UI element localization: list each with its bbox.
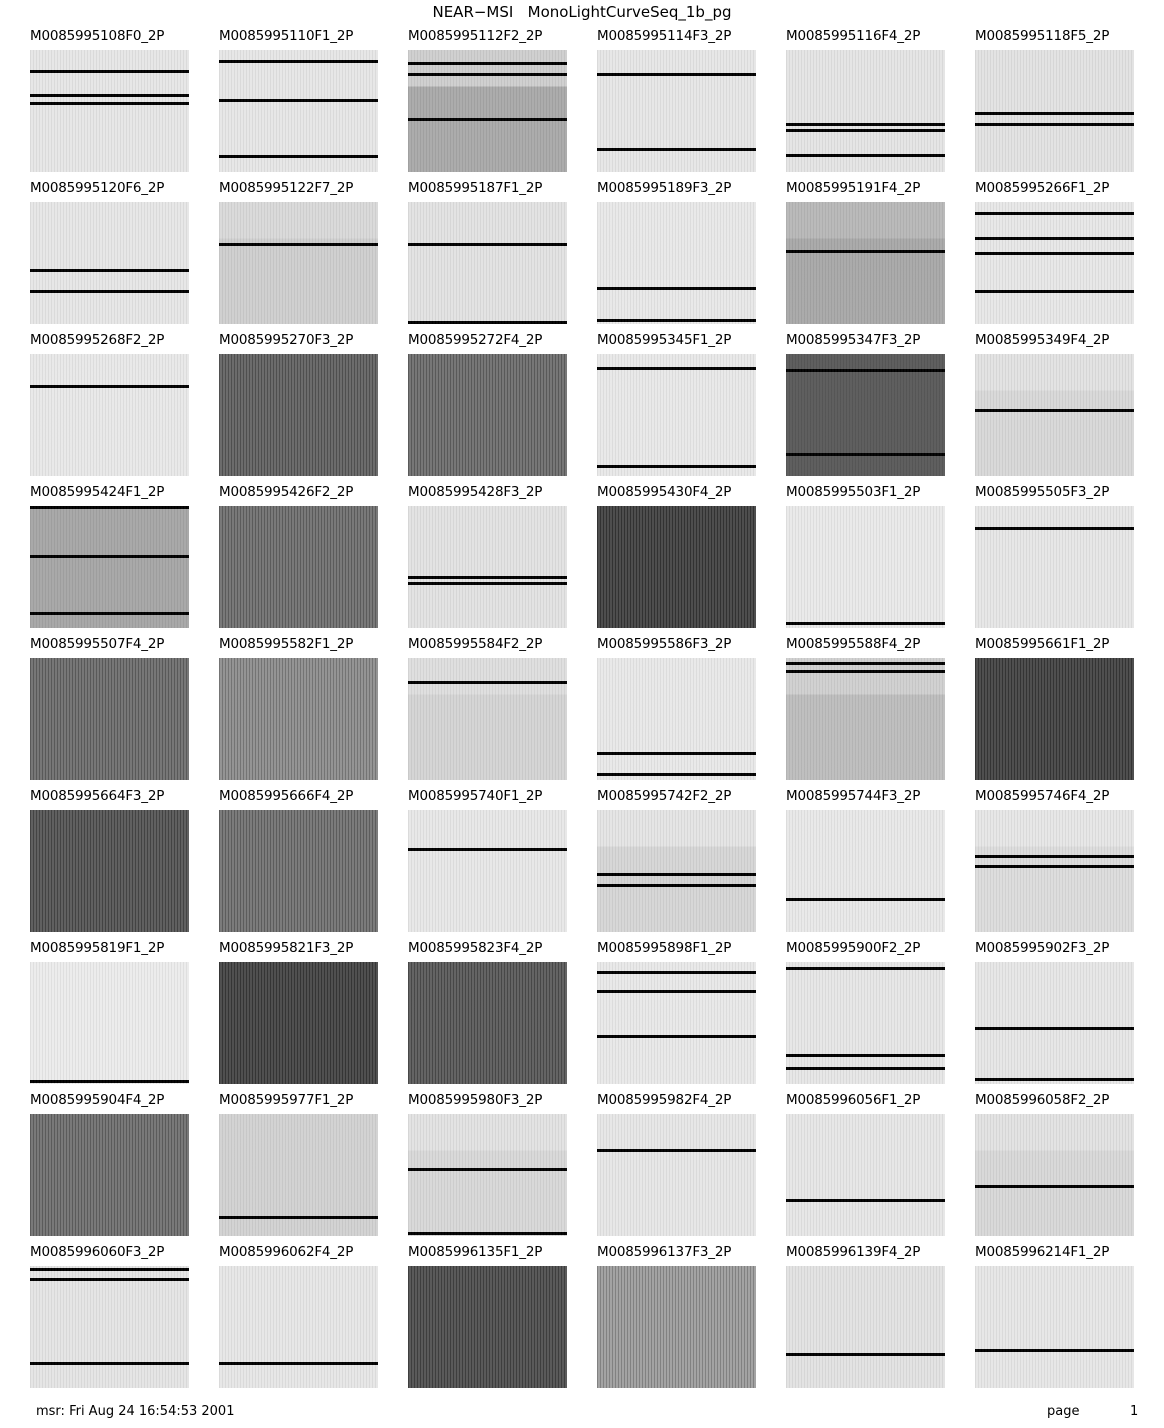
streak-line — [408, 321, 567, 324]
tile-label: M0085995272F4_2P — [408, 332, 543, 348]
streak-line — [30, 1268, 189, 1271]
tile-label: M0085995266F1_2P — [975, 180, 1110, 196]
streak-line — [30, 290, 189, 293]
streak-line — [408, 582, 567, 585]
streak-line — [975, 1185, 1134, 1188]
tile-label: M0085995122F7_2P — [219, 180, 354, 196]
tile-label: M0085995110F1_2P — [219, 28, 354, 44]
streak-line — [786, 453, 945, 456]
streak-line — [597, 971, 756, 974]
footer-page-number: 1 — [1130, 1404, 1139, 1419]
tile-label: M0085996056F1_2P — [786, 1092, 921, 1108]
tile-label: M0085996137F3_2P — [597, 1244, 732, 1260]
thumbnail-image — [597, 1114, 756, 1236]
thumbnail-image — [30, 50, 189, 172]
thumbnail-image — [786, 962, 945, 1084]
streak-line — [408, 1168, 567, 1171]
streak-line — [786, 123, 945, 126]
streak-line — [786, 898, 945, 901]
streak-line — [975, 527, 1134, 530]
tile-label: M0085995507F4_2P — [30, 636, 165, 652]
thumbnail-image — [408, 506, 567, 628]
streak-line — [786, 154, 945, 157]
thumbnail-image — [30, 962, 189, 1084]
thumbnail-image — [219, 202, 378, 324]
tile-label: M0085995189F3_2P — [597, 180, 732, 196]
streak-line — [408, 848, 567, 851]
tile-label: M0085995898F1_2P — [597, 940, 732, 956]
tile-label: M0085995823F4_2P — [408, 940, 543, 956]
streak-line — [597, 773, 756, 776]
thumbnail-image — [219, 1266, 378, 1388]
thumbnail-image — [786, 202, 945, 324]
thumbnail-image — [786, 1266, 945, 1388]
streak-line — [786, 369, 945, 372]
streak-line — [408, 1232, 567, 1235]
thumbnail-image — [597, 506, 756, 628]
thumbnail-image — [30, 202, 189, 324]
thumbnail-image — [597, 962, 756, 1084]
streak-line — [30, 612, 189, 615]
tile-label: M0085995268F2_2P — [30, 332, 165, 348]
tile-label: M0085995191F4_2P — [786, 180, 921, 196]
tile-label: M0085995588F4_2P — [786, 636, 921, 652]
tile-label: M0085996060F3_2P — [30, 1244, 165, 1260]
streak-line — [597, 319, 756, 322]
streak-line — [219, 99, 378, 102]
tile-label: M0085995112F2_2P — [408, 28, 543, 44]
tile-label: M0085995664F3_2P — [30, 788, 165, 804]
thumbnail-image — [975, 354, 1134, 476]
streak-line — [786, 967, 945, 970]
streak-line — [30, 1278, 189, 1281]
streak-line — [786, 250, 945, 253]
thumbnail-image — [786, 50, 945, 172]
streak-line — [597, 1149, 756, 1152]
thumbnail-image — [219, 658, 378, 780]
streak-line — [30, 102, 189, 105]
tile-label: M0085995661F1_2P — [975, 636, 1110, 652]
thumbnail-image — [219, 506, 378, 628]
tile-label: M0085995584F2_2P — [408, 636, 543, 652]
streak-line — [975, 212, 1134, 215]
footer-timestamp: msr: Fri Aug 24 16:54:53 2001 — [36, 1404, 235, 1419]
tile-label: M0085996139F4_2P — [786, 1244, 921, 1260]
tile-label: M0085995819F1_2P — [30, 940, 165, 956]
tile-label: M0085995108F0_2P — [30, 28, 165, 44]
thumbnail-image — [408, 202, 567, 324]
thumbnail-image — [408, 50, 567, 172]
thumbnail-image — [408, 962, 567, 1084]
streak-line — [30, 269, 189, 272]
tile-label: M0085995349F4_2P — [975, 332, 1110, 348]
streak-line — [786, 622, 945, 625]
thumbnail-image — [30, 658, 189, 780]
footer-page-label: page — [1047, 1404, 1080, 1419]
thumbnail-image — [219, 1114, 378, 1236]
streak-line — [408, 576, 567, 579]
thumbnail-image — [975, 658, 1134, 780]
tile-label: M0085995270F3_2P — [219, 332, 354, 348]
thumbnail-image — [408, 1114, 567, 1236]
page-title: NEAR−MSI MonoLightCurveSeq_1b_pg — [432, 3, 732, 21]
tile-label: M0085995980F3_2P — [408, 1092, 543, 1108]
thumbnail-image — [975, 506, 1134, 628]
thumbnail-image — [597, 658, 756, 780]
thumbnail-image — [408, 658, 567, 780]
thumbnail-image — [975, 1266, 1134, 1388]
tile-label: M0085995120F6_2P — [30, 180, 165, 196]
streak-line — [219, 243, 378, 246]
tile-label: M0085995900F2_2P — [786, 940, 921, 956]
streak-line — [597, 1035, 756, 1038]
streak-line — [30, 506, 189, 509]
thumbnail-image — [786, 1114, 945, 1236]
streak-line — [408, 118, 567, 121]
streak-line — [597, 367, 756, 370]
tile-label: M0085996062F4_2P — [219, 1244, 354, 1260]
tile-label: M0085995740F1_2P — [408, 788, 543, 804]
thumbnail-image — [975, 810, 1134, 932]
streak-line — [30, 385, 189, 388]
tile-label: M0085995586F3_2P — [597, 636, 732, 652]
thumbnail-image — [30, 1114, 189, 1236]
thumbnail-image — [975, 962, 1134, 1084]
streak-line — [219, 1216, 378, 1219]
tile-label: M0085995426F2_2P — [219, 484, 354, 500]
tile-label: M0085995902F3_2P — [975, 940, 1110, 956]
streak-line — [597, 990, 756, 993]
streak-line — [975, 865, 1134, 868]
streak-line — [975, 1349, 1134, 1352]
streak-line — [408, 681, 567, 684]
tile-label: M0085995666F4_2P — [219, 788, 354, 804]
tile-label: M0085995742F2_2P — [597, 788, 732, 804]
thumbnail-image — [786, 810, 945, 932]
streak-line — [597, 752, 756, 755]
streak-line — [408, 62, 567, 65]
thumbnail-image — [408, 1266, 567, 1388]
streak-line — [786, 1054, 945, 1057]
streak-line — [30, 1362, 189, 1365]
tile-label: M0085995904F4_2P — [30, 1092, 165, 1108]
streak-line — [975, 409, 1134, 412]
streak-line — [975, 112, 1134, 115]
tile-label: M0085995187F1_2P — [408, 180, 543, 196]
tile-label: M0085996135F1_2P — [408, 1244, 543, 1260]
tile-label: M0085995744F3_2P — [786, 788, 921, 804]
streak-line — [30, 1080, 189, 1083]
streak-line — [219, 60, 378, 63]
thumbnail-image — [975, 50, 1134, 172]
streak-line — [786, 670, 945, 673]
streak-line — [786, 662, 945, 665]
thumbnail-image — [219, 50, 378, 172]
thumbnail-image — [219, 810, 378, 932]
thumbnail-image — [786, 354, 945, 476]
thumbnail-image — [30, 810, 189, 932]
streak-line — [786, 1067, 945, 1070]
streak-line — [786, 1199, 945, 1202]
thumbnail-image — [219, 354, 378, 476]
thumbnail-image — [597, 50, 756, 172]
streak-line — [219, 1362, 378, 1365]
tile-label: M0085995114F3_2P — [597, 28, 732, 44]
tile-label: M0085995347F3_2P — [786, 332, 921, 348]
tile-label: M0085995118F5_2P — [975, 28, 1110, 44]
thumbnail-image — [30, 1266, 189, 1388]
tile-label: M0085996058F2_2P — [975, 1092, 1110, 1108]
tile-label: M0085995424F1_2P — [30, 484, 165, 500]
tile-label: M0085995746F4_2P — [975, 788, 1110, 804]
streak-line — [597, 148, 756, 151]
streak-line — [786, 129, 945, 132]
thumbnail-image — [30, 506, 189, 628]
tile-label: M0085995503F1_2P — [786, 484, 921, 500]
tile-label: M0085995345F1_2P — [597, 332, 732, 348]
tile-label: M0085995821F3_2P — [219, 940, 354, 956]
streak-line — [786, 1353, 945, 1356]
streak-line — [597, 287, 756, 290]
streak-line — [30, 555, 189, 558]
thumbnail-image — [219, 962, 378, 1084]
streak-line — [597, 873, 756, 876]
thumbnail-image — [786, 506, 945, 628]
streak-line — [30, 94, 189, 97]
streak-line — [30, 70, 189, 73]
tile-label: M0085995505F3_2P — [975, 484, 1110, 500]
tile-label: M0085995977F1_2P — [219, 1092, 354, 1108]
tile-label: M0085995116F4_2P — [786, 28, 921, 44]
thumbnail-image — [597, 810, 756, 932]
thumbnail-image — [786, 658, 945, 780]
thumbnail-image — [975, 202, 1134, 324]
streak-line — [975, 855, 1134, 858]
tile-label: M0085995428F3_2P — [408, 484, 543, 500]
streak-line — [597, 884, 756, 887]
streak-line — [597, 465, 756, 468]
thumbnail-image — [30, 354, 189, 476]
streak-line — [975, 252, 1134, 255]
streak-line — [408, 243, 567, 246]
streak-line — [975, 237, 1134, 240]
streak-line — [975, 123, 1134, 126]
streak-line — [597, 73, 756, 76]
thumbnail-image — [597, 354, 756, 476]
thumbnail-image — [408, 810, 567, 932]
streak-line — [408, 73, 567, 76]
tile-label: M0085996214F1_2P — [975, 1244, 1110, 1260]
streak-line — [219, 155, 378, 158]
thumbnail-image — [597, 202, 756, 324]
thumbnail-image — [975, 1114, 1134, 1236]
thumbnail-image — [597, 1266, 756, 1388]
thumbnail-image — [408, 354, 567, 476]
tile-label: M0085995982F4_2P — [597, 1092, 732, 1108]
streak-line — [975, 1027, 1134, 1030]
tile-label: M0085995430F4_2P — [597, 484, 732, 500]
streak-line — [975, 1078, 1134, 1081]
tile-label: M0085995582F1_2P — [219, 636, 354, 652]
streak-line — [975, 290, 1134, 293]
